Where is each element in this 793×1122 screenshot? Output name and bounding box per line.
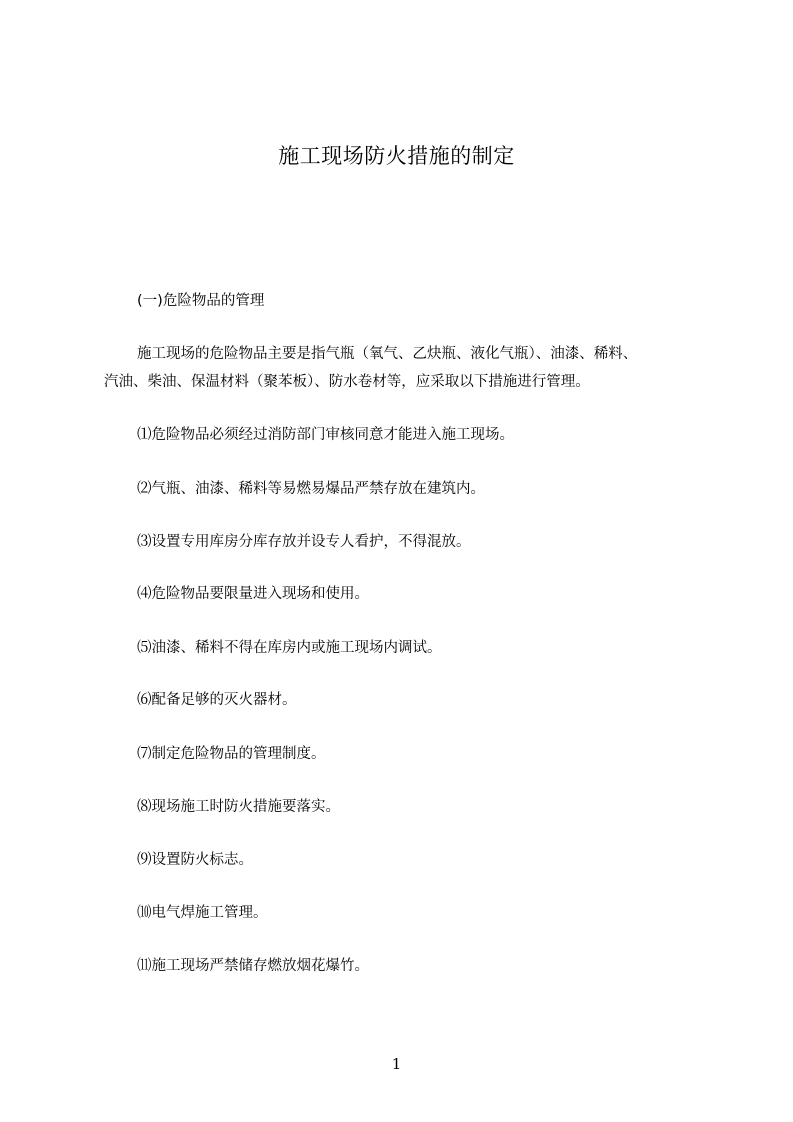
list-item: ⑼设置防火标志。 (137, 852, 253, 868)
document-title: 施工现场防火措施的制定 (278, 144, 515, 168)
list-item: ⑹配备足够的灭火器材。 (137, 692, 297, 708)
list-item: ⑻现场施工时防火措施要落实。 (137, 799, 340, 815)
intro-paragraph-line-2: 汽油、柴油、保温材料（聚苯板）、防水卷材等，应采取以下措施进行管理。 (104, 374, 590, 390)
list-item: ⑵气瓶、油漆、稀料等易燃易爆品严禁存放在建筑内。 (137, 481, 485, 497)
intro-paragraph-line-1: 施工现场的危险物品主要是指气瓶（氧气、乙炔瓶、液化气瓶）、油漆、稀料、 (137, 346, 638, 362)
section-heading: (一)危险物品的管理 (137, 293, 265, 309)
list-item: ⑴危险物品必须经过消防部门审核同意才能进入施工现场。 (137, 427, 514, 443)
list-item: ⑸油漆、稀料不得在库房内或施工现场内调试。 (137, 640, 442, 656)
page-number: 1 (391, 1055, 402, 1073)
list-item: ⑶设置专用库房分库存放并设专人看护，不得混放。 (137, 534, 471, 550)
list-item: ⑽电气焊施工管理。 (137, 905, 268, 921)
list-item: ⑾施工现场严禁储存燃放烟花爆竹。 (137, 958, 369, 974)
list-item: ⑺制定危险物品的管理制度。 (137, 746, 326, 762)
list-item: ⑷危险物品要限量进入现场和使用。 (137, 586, 369, 602)
